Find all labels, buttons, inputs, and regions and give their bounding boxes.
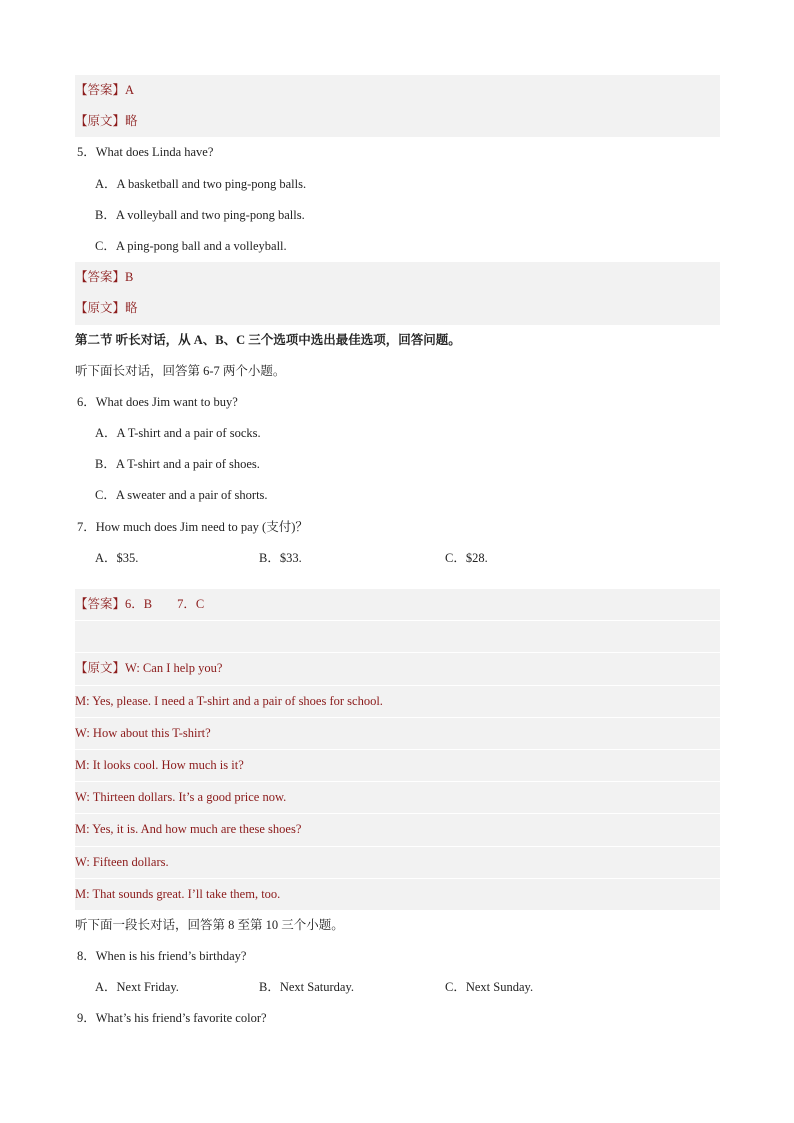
script-line: M: Yes, please. I need a T-shirt and a pair of shoes for school. — [75, 685, 720, 717]
answer-block-4 — [75, 75, 720, 137]
question-9: 9．What’s his friend’s favorite color? — [77, 1011, 267, 1026]
question-6-option-b: B．A T-shirt and a pair of shoes. — [95, 457, 260, 472]
instruction-line: 听下面长对话，回答第 6-7 两个小题。 — [75, 363, 286, 378]
question-8-options — [75, 972, 720, 1003]
section-heading: 第二节 听长对话，从 A、B、C 三个选项中选出最佳选项，回答问题。 — [75, 332, 461, 347]
script-line: 【原文】W: Can I help you? — [75, 652, 720, 684]
script-line: M: It looks cool. How much is it? — [75, 749, 720, 781]
document-page — [75, 75, 720, 1035]
question-6-option-c: C．A sweater and a pair of shorts. — [95, 488, 268, 503]
question-5: 5．What does Linda have? — [77, 145, 214, 160]
question-7-option-b: B．$33. — [259, 550, 302, 565]
script-line: 【原文】略 — [75, 114, 138, 129]
question-7-option-a: A．$35. — [95, 550, 139, 565]
question-8-option-b: B．Next Saturday. — [259, 980, 355, 995]
script-line: W: Thirteen dollars. It’s a good price now. — [75, 781, 720, 813]
script-line: M: Yes, it is. And how much are these shoes? — [75, 813, 720, 845]
question-5-option-b: B．A volleyball and two ping-pong balls. — [95, 207, 305, 222]
script-line: W: Fifteen dollars. — [75, 846, 720, 878]
answer-line: 【答案】A — [75, 83, 135, 97]
script-line: M: That sounds great. I’ll take them, too. — [75, 878, 720, 910]
script-line: 【原文】略 — [75, 301, 138, 316]
answer-line: 【答案】B — [75, 270, 134, 285]
question-7: 7．How much does Jim need to pay (支付)？ — [77, 519, 308, 534]
instruction-line: 听下面一段长对话，回答第 8 至第 10 三个小题。 — [75, 917, 344, 932]
question-5-option-c: C．A ping-pong ball and a volleyball. — [95, 238, 287, 253]
question-7-option-c: C．$28. — [445, 550, 488, 565]
question-8: 8．When is his friend’s birthday? — [77, 949, 247, 964]
question-7-options — [75, 543, 720, 574]
question-8-option-c: C．Next Sunday. — [445, 980, 534, 995]
blank-line — [75, 620, 720, 652]
script-line: W: How about this T-shirt? — [75, 717, 720, 749]
question-6: 6．What does Jim want to buy? — [77, 394, 238, 409]
question-5-option-a: A．A basketball and two ping-pong balls. — [95, 176, 307, 191]
answer-block-5 — [75, 262, 720, 324]
question-8-option-a: A．Next Friday. — [95, 980, 179, 995]
answer-block-6-7 — [75, 589, 720, 910]
answer-line: 【答案】6．B 7．C — [75, 597, 205, 611]
question-6-option-a: A．A T-shirt and a pair of socks. — [95, 426, 261, 441]
